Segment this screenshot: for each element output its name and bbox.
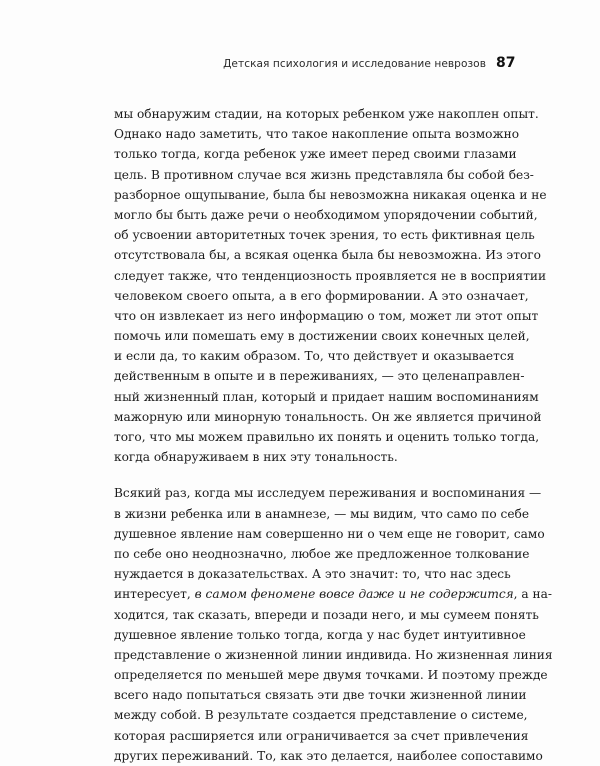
running-title: Детская психология и исследование неврозов [223,58,486,70]
text-line: могло бы быть даже речи о необходимом упорядочении событий, [114,207,538,222]
text-line: ный жизненный план, который и придает нашим воспоминаниям [114,389,539,404]
text-line: и если да, то каким образом. То, что действует и оказывается [114,349,515,364]
text-line: цель. В противном случае вся жизнь представляла бы собой без- [114,167,534,182]
text-line: что он извлекает из него информацию о том, может ли этот опыт [114,308,539,323]
paragraph-1 [114,104,547,467]
text-line: отсутствовала бы, а всякая оценка была бы невозможна. Из этого [114,248,541,263]
line-start: интересует, [114,587,191,602]
text-line: мы обнаружим стадии, на которых ребенком уже накоплен опыт. [114,107,539,121]
text-line: по себе оно неоднозначно, любое же предложенное толкование [114,546,530,561]
page-number: 87 [496,55,516,71]
text-line: помочь или помешать ему в достижении своих конечных целей, [114,329,530,344]
text-line: мажорную или минорную тональность. Он же является причиной [114,409,542,424]
text-line: разборное ощупывание, была бы невозможна никакая оценка и не [114,187,547,202]
text-line: в жизни ребенка или в анамнезе, — мы видим, что само по себе [114,506,530,521]
text-line: того, что мы можем правильно их понять и оценить только тогда, [114,430,540,444]
text-line: об усвоении авторитетных точек зрения, то есть фиктивная цель [114,228,535,243]
text-line: всего надо попытаться связать эти две точки жизненной линии [114,688,527,703]
text-line: человеком своего опыта, а в его формировании. А это означает, [114,288,529,303]
text-line: между собой. В результате создается представление о системе, [114,708,528,723]
text-line: Всякий раз, когда мы исследуем переживания и воспоминания — [114,486,542,501]
line-end: , а на- [513,587,552,602]
italic-emphasis: в самом феномене вовсе даже и не содержится [194,587,514,602]
text-line: душевное явление только тогда, когда у нас будет интуитивное [114,627,526,642]
paragraph-2 [114,483,553,766]
body-text [114,104,553,766]
running-head [223,55,516,71]
text-line: следует также, что тенденциозность проявляется не в восприятии [114,268,547,283]
text-line: Однако надо заметить, что такое накопление опыта возможно [114,127,520,142]
text-line-with-emphasis [114,584,552,604]
text-line: нуждается в доказательствах. А это значит: то, что нас здесь [114,567,511,582]
text-line: представление о жизненной линии индивида. Но жизненная линия [114,647,553,662]
text-line: ходится, так сказать, впереди и позади него, и мы сумеем понять [114,607,539,622]
text-line: других переживаний. То, как это делается, наиболее сопоставимо [114,748,543,763]
text-line: душевное явление нам совершенно ни о чем еще не говорит, само [114,526,545,541]
text-line: только тогда, когда ребенок уже имеет перед своими глазами [114,147,517,162]
paragraph-gap [114,467,488,483]
text-line: которая расширяется или ограничивается за счет привлечения [114,728,529,743]
text-line: когда обнаруживаем в них эту тональность. [114,450,398,465]
text-line: определяется по меньшей мере двумя точками. И поэтому прежде [114,668,548,683]
text-line: действенным в опыте и в переживаниях, — это целенаправлен- [114,369,525,384]
